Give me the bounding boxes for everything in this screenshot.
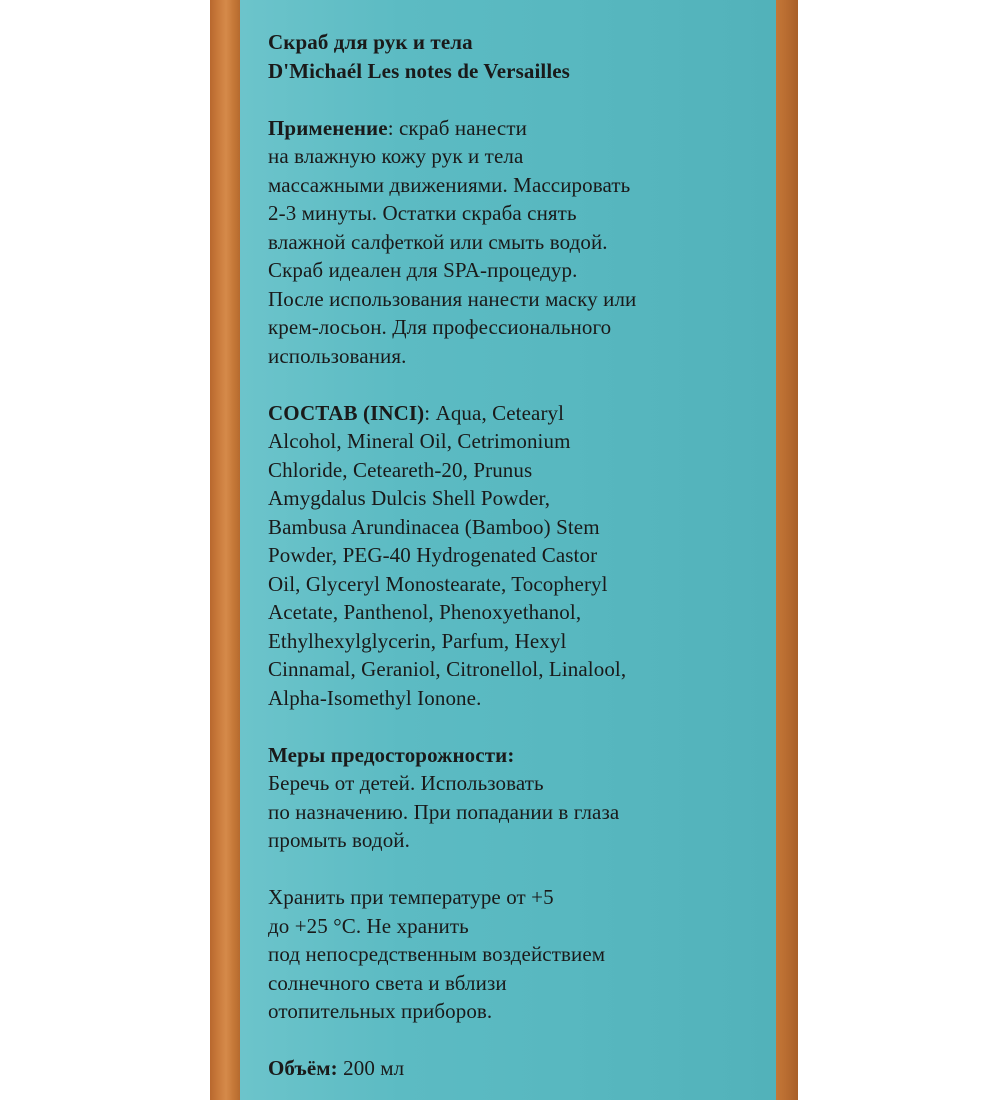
- volume-section: [268, 1054, 768, 1083]
- spacer: [268, 1026, 768, 1055]
- spacer: [268, 855, 768, 884]
- spacer: [268, 370, 768, 399]
- storage-section: [268, 883, 768, 1026]
- ingredients-section: [268, 399, 768, 713]
- spacer: [268, 85, 768, 114]
- spacer: [268, 712, 768, 741]
- precautions-section: [268, 741, 768, 855]
- product-title-line2: D'Michaél Les notes de Versailles: [268, 58, 570, 83]
- precautions-text: Беречь от детей. Использовать по назначению. При попадании в глаза промыть водой.: [268, 771, 620, 852]
- usage-text: : скраб нанести на влажную кожу рук и тела массажными движениями. Массировать 2-3 минуты. Остатки скраба снять влажной салфеткой или смыть водой. Скраб идеален для SPA-процедур. После использования нанести маску или крем-лосьон. Для профессионального использования.: [268, 115, 637, 368]
- usage-section: [268, 114, 768, 371]
- usage-label: Применение: [268, 115, 388, 140]
- volume-value: 200 мл: [337, 1056, 405, 1080]
- precautions-label: Меры предосторожности:: [268, 742, 515, 767]
- product-title-line1: Скраб для рук и тела: [268, 30, 473, 54]
- ingredients-text: : Aqua, Cetearyl Alcohol, Mineral Oil, Cetrimonium Chloride, Ceteareth-20, Prunus Amygdalus Dulcis Shell Powder, Bambusa Arundinacea (Bamboo) Stem Powder, PEG-40 Hydrogenated Castor Oil, Glyceryl Monostearate, Tocopheryl Acetate, Panthenol, Phenoxyethanol, Ethylhexylglycerin, Parfum, Hexyl Cinnamal, Geraniol, Citronellol, Linalool, Alpha-Isomethyl Ionone.: [268, 400, 627, 710]
- label-text: [268, 28, 768, 1083]
- volume-label: Объём:: [268, 1056, 338, 1080]
- storage-text: Хранить при температуре от +5 до +25 °С. Не хранить под непосредственным воздействием солнечного света и вблизи отопительных приборов.: [268, 885, 606, 1023]
- ingredients-label: СОСТАВ (INCI): [268, 400, 425, 425]
